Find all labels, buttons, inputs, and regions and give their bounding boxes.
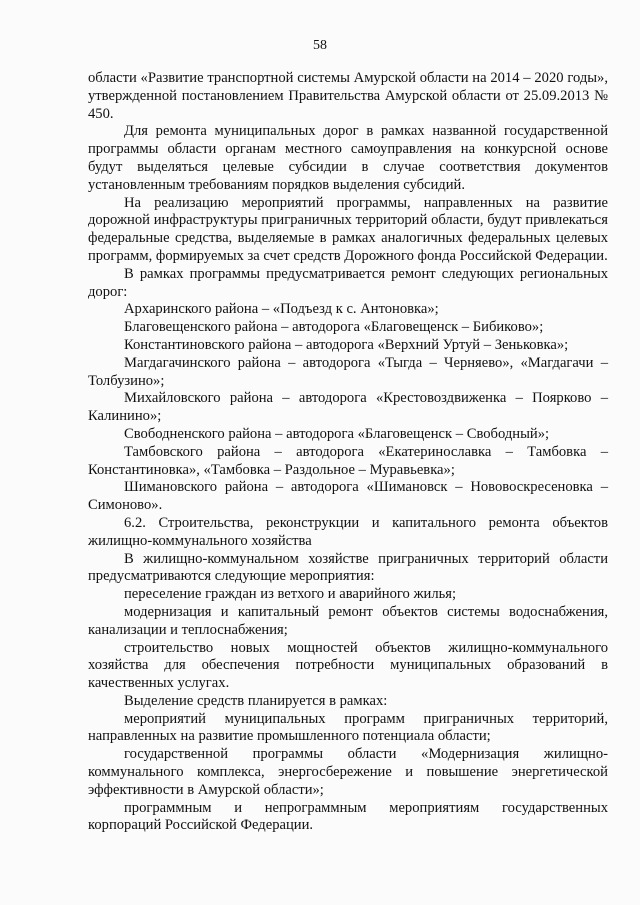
section-heading: 6.2. Строительства, реконструкции и капитального ремонта объектов жилищно-коммунального хозяйства <box>88 514 608 549</box>
list-item: мероприятий муниципальных программ приграничных территорий, направленных на развитие промышленного потенциала области; <box>88 710 608 745</box>
list-item: Благовещенского района – автодорога «Благовещенск – Бибиково»; <box>124 319 544 336</box>
paragraph: На реализацию мероприятий программы, направленных на развитие дорожной инфраструктуры приграничных территорий области, будут привлекаться федеральные средства, выделяемые в рамках аналогичных федеральных целевых программ, формируемых за счет средств Дорожного фонда Российской Федерации. <box>88 194 608 264</box>
list-item: программным и непрограммным мероприятиям государственных корпораций Российской Федерации. <box>88 799 608 834</box>
list-item: Шимановского района – автодорога «Шимановск – Нововоскресеновка – Симоново». <box>88 479 608 514</box>
list-item: Константиновского района – автодорога «Верхний Уртуй – Зеньковка»; <box>124 336 569 353</box>
paragraph: области «Развитие транспортной системы Амурской области на 2014 – 2020 годы», утвержденной постановлением Правительства Амурской области от 25.09.2013 № 450. <box>88 70 608 122</box>
list-item: Свободненского района – автодорога «Благовещенск – Свободный»; <box>124 425 550 442</box>
paragraph: Выделение средств планируется в рамках: <box>124 692 388 709</box>
paragraph: В рамках программы предусматривается ремонт следующих региональных дорог: <box>88 265 608 300</box>
paragraph: Для ремонта муниципальных дорог в рамках названной государственной программы области органам местного самоуправления на конкурсной основе будут выделяться целевые субсидии в случае соответствия документов установленным требованиям порядков выделения субсидий. <box>88 123 608 193</box>
list-item: модернизация и капитальный ремонт объектов системы водоснабжения, канализации и теплоснабжения; <box>88 603 608 638</box>
list-item: строительство новых мощностей объектов жилищно-коммунального хозяйства для обеспечения потребности муниципальных образований в качественных услугах. <box>88 639 608 692</box>
page-body <box>88 70 608 835</box>
list-item: Магдагачинского района – автодорога «Тыгда – Черняево», «Магдагачи – Толбузино»; <box>88 354 608 389</box>
list-item: Архаринского района – «Подъезд к с. Антоновка»; <box>124 301 439 318</box>
list-item: Михайловского района – автодорога «Крестовоздвиженка – Поярково – Калинино»; <box>88 390 608 425</box>
list-item: переселение граждан из ветхого и аварийного жилья; <box>124 586 457 603</box>
list-item: государственной программы области «Модернизация жилищно-коммунального комплекса, энергосбережение и повышение энергетической эффективности в Амурской области»; <box>88 746 608 798</box>
page-number: 58 <box>313 38 327 53</box>
paragraph: В жилищно-коммунальном хозяйстве приграничных территорий области предусматриваются следующие мероприятия: <box>88 550 608 585</box>
list-item: Тамбовского района – автодорога «Екатеринославка – Тамбовка – Константиновка», «Тамбовка – Раздольное – Муравьевка»; <box>88 443 608 478</box>
